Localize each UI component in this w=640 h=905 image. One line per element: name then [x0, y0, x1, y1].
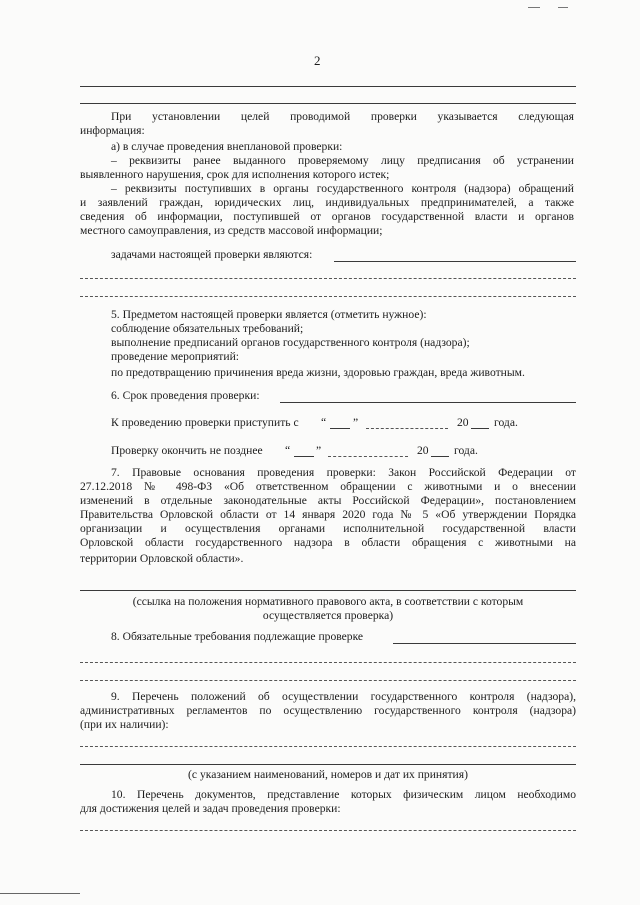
start-label: К проведению проверки приступить с	[111, 416, 299, 429]
blank-line	[80, 86, 576, 87]
subject-option-3: проведение мероприятий:	[111, 350, 240, 363]
start-day-open: “	[321, 416, 327, 429]
end-month-input[interactable]	[328, 456, 408, 457]
start-day-input[interactable]	[330, 428, 350, 429]
end-day-close: ”	[316, 444, 322, 457]
start-year-input[interactable]	[471, 428, 489, 429]
page-number: 2	[314, 53, 321, 68]
subject-option-1: соблюдение обязательных требований;	[111, 322, 304, 335]
blank-line	[80, 103, 576, 104]
legal-basis-input-line[interactable]	[80, 590, 576, 591]
end-day-input[interactable]	[294, 456, 314, 457]
legal-basis-line4: Правительства Орловской области от 14 января 2020 года № 5 «Об утверждении Порядка	[80, 508, 576, 521]
blank-line	[80, 296, 576, 297]
provisions-line3: (при их наличии):	[80, 718, 169, 731]
start-year-word: года.	[494, 416, 518, 429]
start-century: 20	[457, 416, 469, 429]
goals-item-b-line2: выявленного нарушения, срок для исполнения которого истек;	[80, 168, 390, 181]
scan-mark	[558, 7, 568, 8]
legal-basis-line6: Орловской области государственного надзора в области обращения с животными на	[80, 536, 576, 549]
legal-basis-line7: территории Орловской области».	[80, 552, 244, 565]
legal-basis-line5: организации и осуществления органами исполнительной государственной власти	[80, 522, 576, 535]
legal-basis-caption-line2: осуществляется проверка)	[262, 609, 394, 622]
goals-intro-line1: При установлении целей проводимой проверки указывается следующая	[111, 110, 574, 123]
scan-edge	[0, 893, 80, 894]
start-month-input[interactable]	[366, 428, 448, 429]
blank-line	[80, 278, 576, 279]
provisions-caption: (с указанием наименований, номеров и дат их принятия)	[188, 768, 468, 781]
goals-item-c-line3: сведения об информации, поступившей от органов государственной власти и органов	[80, 210, 574, 223]
scan-mark	[528, 7, 540, 8]
tasks-label: задачами настоящей проверки являются:	[111, 248, 313, 261]
provisions-line2: административных регламентов по осуществлению государственного контроля (надзора)	[80, 704, 576, 717]
subject-option-4: по предотвращению причинения вреда жизни, здоровью граждан, вреда животным.	[111, 366, 525, 379]
subject-heading: 5. Предметом настоящей проверки является (отметить нужное):	[111, 308, 427, 321]
goals-item-c-line4: местного самоуправления, из средств массовой информации;	[80, 224, 383, 237]
provisions-line1: 9. Перечень положений об осуществлении государственного контроля (надзора),	[111, 690, 576, 703]
end-label: Проверку окончить не позднее	[111, 444, 263, 457]
goals-item-c-line1: – реквизиты поступивших в органы государственного контроля (надзора) обращений	[111, 182, 574, 195]
legal-basis-caption-line1: (ссылка на положения нормативного правового акта, в соответствии с которым	[132, 595, 524, 608]
tasks-input-line[interactable]	[334, 261, 576, 262]
blank-line	[80, 680, 576, 681]
goals-item-c-line2: и заявлений граждан, юридических лиц, индивидуальных предпринимателей, а также	[80, 196, 574, 209]
goals-item-a: а) в случае проведения внеплановой проверки:	[111, 140, 343, 153]
term-label: 6. Срок проведения проверки:	[111, 389, 260, 402]
end-year-input[interactable]	[431, 456, 449, 457]
documents-line1: 10. Перечень документов, представление которых физическим лицом необходимо	[111, 788, 576, 801]
provisions-input-line[interactable]	[80, 764, 576, 765]
start-day-close: ”	[353, 416, 359, 429]
requirements-label: 8. Обязательные требования подлежащие проверке	[111, 630, 364, 643]
end-century: 20	[417, 444, 429, 457]
documents-line2: для достижения целей и задач проведения проверки:	[80, 802, 341, 815]
goals-item-b-line1: – реквизиты ранее выданного проверяемому лицу предписания об устранении	[111, 154, 574, 167]
blank-line	[80, 662, 576, 663]
blank-line	[80, 746, 576, 747]
legal-basis-line3: изменений в отдельные законодательные акты Российской Федерации», постановлением	[80, 494, 576, 507]
end-year-word: года.	[454, 444, 478, 457]
term-input-line[interactable]	[280, 402, 576, 403]
end-day-open: “	[285, 444, 291, 457]
subject-option-2: выполнение предписаний органов государственного контроля (надзора);	[111, 336, 470, 349]
legal-basis-line1: 7. Правовые основания проведения проверки: Закон Российской Федерации от	[111, 466, 576, 479]
legal-basis-line2: 27.12.2018 № 498-ФЗ «Об ответственном обращении с животными и о внесении	[80, 480, 576, 493]
requirements-input-line[interactable]	[393, 643, 576, 644]
blank-line	[80, 830, 576, 831]
goals-intro-line2: информация:	[80, 124, 145, 137]
